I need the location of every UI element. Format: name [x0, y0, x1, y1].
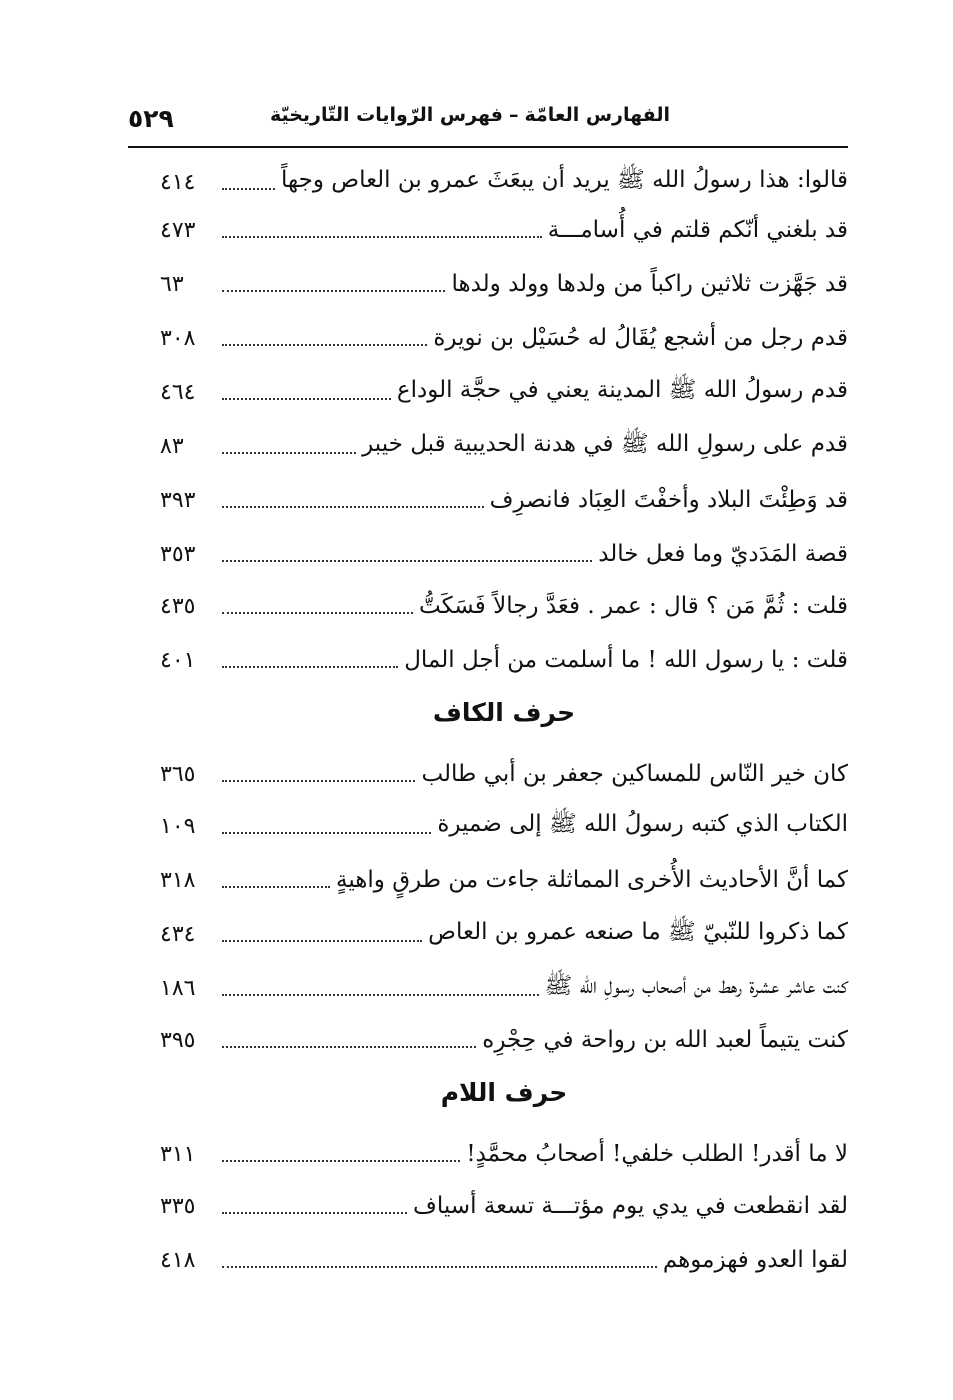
dot-leader	[222, 994, 539, 996]
section-heading-lam: حرف اللام	[440, 1078, 568, 1107]
running-title-separator: –	[508, 104, 519, 126]
entry-text: لقد انقطعت في يدي يوم مؤتـــة تسعة أسياف	[413, 1193, 848, 1219]
entry-text: قد بلغني أنّكم قلتم في أُسامـــة	[547, 217, 848, 243]
dot-leader	[222, 398, 391, 400]
entry-page-number: ٣٥٣	[160, 541, 196, 567]
index-entry	[160, 912, 848, 956]
entry-page-number: ٤١٨	[160, 1247, 196, 1273]
index-entry	[160, 858, 848, 902]
index-entry	[160, 478, 848, 522]
entry-text: قدم رسولُ الله ﷺ المدينة يعني في حجَّة الوداع	[396, 377, 848, 403]
entry-text: قلت : يا رسول الله ! ما أسلمت من أجل المال	[404, 647, 848, 673]
dot-leader	[222, 1266, 657, 1268]
entry-page-number: ٤١٤	[160, 169, 196, 195]
page-header	[128, 98, 848, 148]
entry-page-number: ٤٣٥	[160, 593, 196, 619]
dot-leader	[222, 560, 592, 562]
dot-leader	[222, 940, 422, 942]
index-entry	[160, 804, 848, 848]
entry-text: كنت عاشر عشرة رهط من أصحاب رسولِ الله ﷺ	[544, 973, 848, 999]
index-entry	[160, 752, 848, 796]
dot-leader	[222, 1160, 460, 1162]
index-entry	[160, 208, 848, 252]
entry-page-number: ١٨٦	[160, 975, 196, 1001]
index-entry	[160, 370, 848, 414]
page-number: ٥٢٩	[128, 104, 174, 133]
entry-page-number: ٣٩٥	[160, 1027, 196, 1053]
running-title	[270, 104, 670, 126]
dot-leader	[222, 188, 275, 190]
entry-text: قلت : ثُمَّ مَن ؟ قال : عمر . فعَدَّ رجالاً فَسَكَتُّ	[418, 593, 848, 619]
entry-page-number: ٣٦٥	[160, 761, 196, 787]
entry-page-number: ٦٣	[160, 271, 184, 297]
entry-page-number: ٣٣٥	[160, 1193, 196, 1219]
entry-page-number: ٤٣٤	[160, 921, 196, 947]
index-entry	[160, 1238, 848, 1282]
entry-text: لقوا العدو فهزموهم	[662, 1247, 848, 1273]
dot-leader	[222, 666, 398, 668]
dot-leader	[222, 452, 356, 454]
section-heading-kaf: حرف الكاف	[432, 698, 576, 727]
dot-leader	[222, 1212, 407, 1214]
dot-leader	[222, 1046, 476, 1048]
dot-leader	[222, 780, 415, 782]
dot-leader	[222, 236, 542, 238]
dot-leader	[222, 344, 427, 346]
entry-text: قصة المَدَديّ وما فعل خالد	[598, 541, 848, 567]
index-entry	[160, 966, 848, 1010]
entry-page-number: ١٠٩	[160, 813, 196, 839]
entry-text: كما أنَّ الأحاديث الأُخرى المماثلة جاءت من طرقٍ واهيةٍ	[335, 867, 848, 893]
entry-text: كنت يتيماً لعبد الله بن رواحة في حِجْرِه	[482, 1027, 848, 1053]
dot-leader	[222, 832, 431, 834]
dot-leader	[222, 506, 484, 508]
index-entry	[160, 160, 848, 204]
entry-text: قد جَهَّزت ثلاثين راكباً من ولدها وولد ولدها	[451, 271, 848, 297]
entry-text: الكتاب الذي كتبه رسولُ الله ﷺ إلى ضميرة	[437, 811, 848, 837]
index-entry	[160, 1018, 848, 1062]
index-entry	[160, 1184, 848, 1228]
index-entry	[160, 1132, 848, 1176]
entry-page-number: ٣١٨	[160, 867, 196, 893]
entry-page-number: ٣٠٨	[160, 325, 196, 351]
entry-text: لا ما أقدر! الطلب خلفي! أصحابُ محمَّدٍ!	[466, 1141, 848, 1167]
index-entry	[160, 638, 848, 682]
running-title-part1: الفهارس العامّة	[524, 104, 670, 126]
dot-leader	[222, 612, 413, 614]
index-entry	[160, 532, 848, 576]
entry-page-number: ٤٧٣	[160, 217, 196, 243]
index-entry	[160, 424, 848, 468]
entry-page-number: ٤٦٤	[160, 379, 196, 405]
entry-page-number: ٤٠١	[160, 647, 196, 673]
index-entry	[160, 584, 848, 628]
entry-text: قالوا: هذا رسولُ الله ﷺ يريد أن يبعَثَ عمرو بن العاص وجهاً	[281, 167, 848, 193]
entry-page-number: ٣١١	[160, 1141, 196, 1167]
entry-text: كان خير النّاس للمساكين جعفر بن أبي طالب	[421, 761, 848, 787]
index-entry	[160, 262, 848, 306]
running-title-part2: فهرس الرّوايات التّاريخيّة	[269, 104, 503, 126]
dot-leader	[222, 886, 330, 888]
entry-page-number: ٣٩٣	[160, 487, 196, 513]
entry-page-number: ٨٣	[160, 433, 184, 459]
entry-text: قدم رجل من أشجع يُقَالُ له حُسَيْل بن نويرة	[433, 325, 848, 351]
entry-text: قد وَطِئْتَ البلاد وأخفْتَ العِبَاد فانصرِف	[489, 487, 848, 513]
entry-text: كما ذكروا للنّبيّ ﷺ ما صنعه عمرو بن العاص	[428, 919, 848, 945]
dot-leader	[222, 290, 445, 292]
index-entry	[160, 316, 848, 360]
entry-text: قدم على رسولِ الله ﷺ في هدنة الحديبية قبل خيبر	[362, 431, 848, 457]
